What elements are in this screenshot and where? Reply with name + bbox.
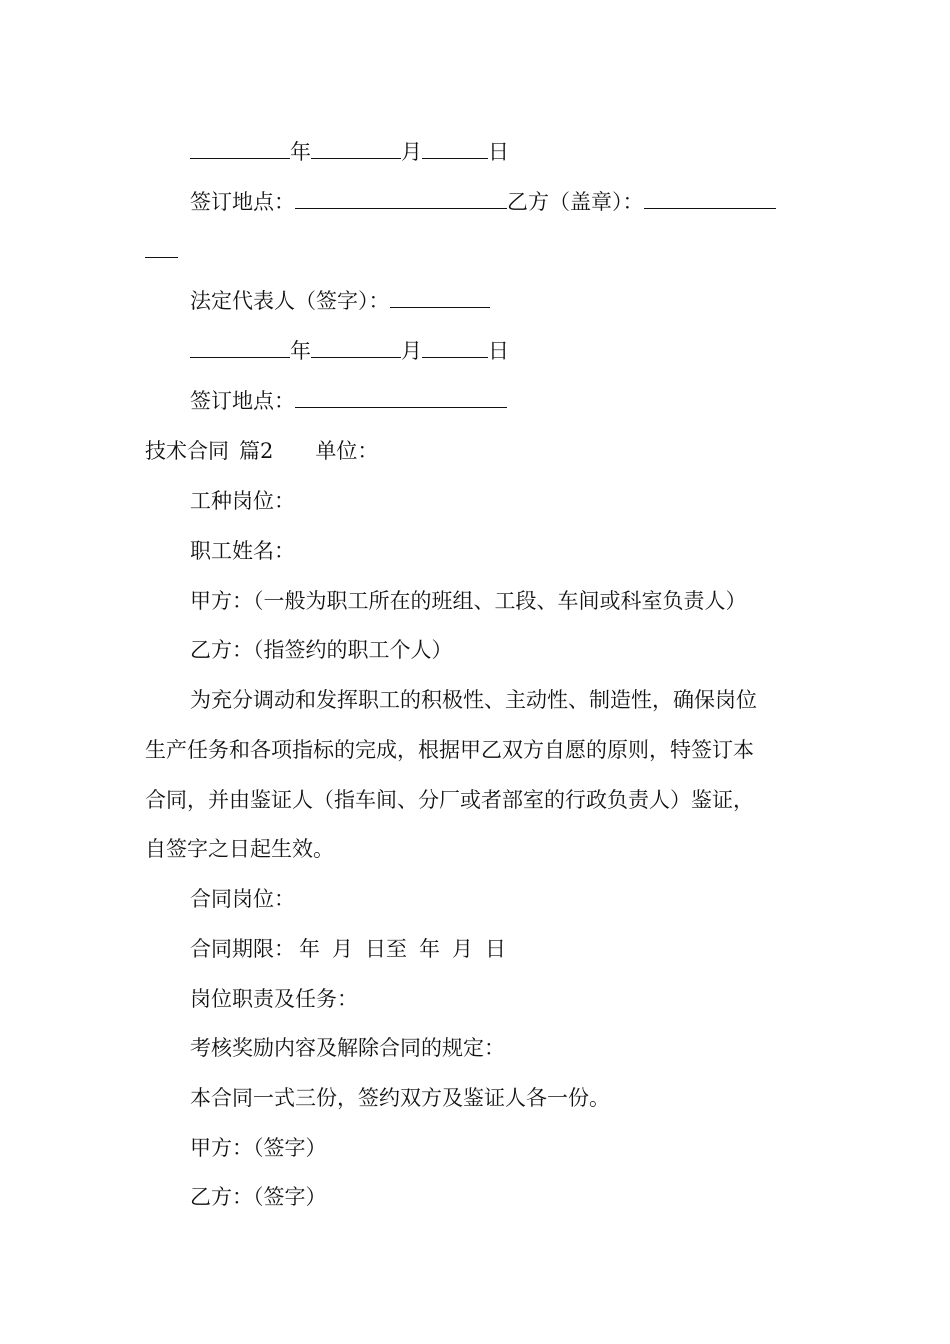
sign-place-label: 签订地点： [190, 190, 295, 214]
heading-title: 技术合同 [145, 439, 229, 463]
contract-post-label: 合同岗位： [190, 887, 295, 911]
copies-text: 本合同一式三份，签约双方及鉴证人各一份。 [190, 1086, 610, 1110]
blank-month-2 [311, 337, 401, 358]
blank-sign-place [295, 188, 507, 209]
assessment-line [145, 1033, 810, 1063]
contract-post-line [145, 884, 810, 914]
duties-label: 岗位职责及任务： [190, 987, 358, 1011]
party-b-sign: 乙方：（签字） [190, 1185, 327, 1209]
paragraph-line-3 [145, 785, 810, 815]
blank-party-b-seal [644, 188, 776, 209]
party-a-line [145, 586, 810, 616]
blank-year [190, 138, 290, 159]
blank-day-2 [422, 337, 488, 358]
term-month-1: 月 [332, 937, 353, 961]
date-day: 日 [488, 140, 509, 164]
party-b-desc: 乙方：（指签约的职工个人） [190, 638, 453, 662]
blank-legal-rep [390, 287, 490, 308]
paragraph-line-2 [145, 735, 810, 765]
contract-term-label: 合同期限： [190, 937, 295, 961]
blank-day [422, 138, 488, 159]
section-heading [145, 436, 810, 466]
blank-year-2 [190, 337, 290, 358]
paragraph-line-4 [145, 834, 810, 864]
date-year: 年 [290, 140, 311, 164]
paragraph-text-2: 生产任务和各项指标的完成，根据甲乙双方自愿的原则，特签订本 [145, 738, 754, 762]
legal-rep-line [145, 286, 810, 316]
paragraph-text-4: 自签字之日起生效。 [145, 837, 334, 861]
sign-place-line [145, 187, 810, 217]
sign-place-line-2 [145, 386, 810, 416]
employee-name-line [145, 536, 810, 566]
paragraph-text-1: 为充分调动和发挥职工的积极性、主动性、制造性，确保岗位 [190, 688, 757, 712]
heading-part: 篇2 [239, 439, 274, 463]
date-year-2: 年 [290, 339, 311, 363]
term-year-1: 年 [299, 937, 320, 961]
employee-name-label: 职工姓名： [190, 539, 295, 563]
paragraph-line-1 [145, 685, 810, 715]
contract-term-line [145, 934, 810, 964]
date-month-2: 月 [401, 339, 422, 363]
assessment-label: 考核奖励内容及解除合同的规定： [190, 1036, 505, 1060]
party-b-seal-label: 乙方（盖章）： [507, 190, 644, 214]
duties-line [145, 984, 810, 1014]
blank-month [311, 138, 401, 159]
term-day-to: 日至 [365, 937, 407, 961]
blank-continuation [145, 237, 178, 258]
copies-line [145, 1083, 810, 1113]
term-day-2: 日 [485, 937, 506, 961]
heading-unit: 单位： [315, 439, 379, 463]
date-month: 月 [401, 140, 422, 164]
sign-place-label-2: 签订地点： [190, 389, 295, 413]
date-line-2 [145, 336, 810, 366]
term-year-2: 年 [419, 937, 440, 961]
date-day-2: 日 [488, 339, 509, 363]
party-b-line [145, 635, 810, 665]
party-a-sign: 甲方：（签字） [190, 1136, 327, 1160]
continuation-line [145, 236, 810, 266]
term-month-2: 月 [452, 937, 473, 961]
blank-sign-place-2 [295, 387, 507, 408]
date-line [145, 137, 810, 167]
paragraph-text-3: 合同，并由鉴证人（指车间、分厂或者部室的行政负责人）鉴证， [145, 788, 754, 812]
party-a-desc: 甲方：（一般为职工所在的班组、工段、车间或科室负责人） [190, 589, 747, 613]
job-post-line [145, 486, 810, 516]
job-post-label: 工种岗位： [190, 489, 295, 513]
legal-rep-label: 法定代表人（签字）： [190, 289, 390, 313]
party-a-sign-line [145, 1133, 810, 1163]
party-b-sign-line [145, 1182, 810, 1212]
